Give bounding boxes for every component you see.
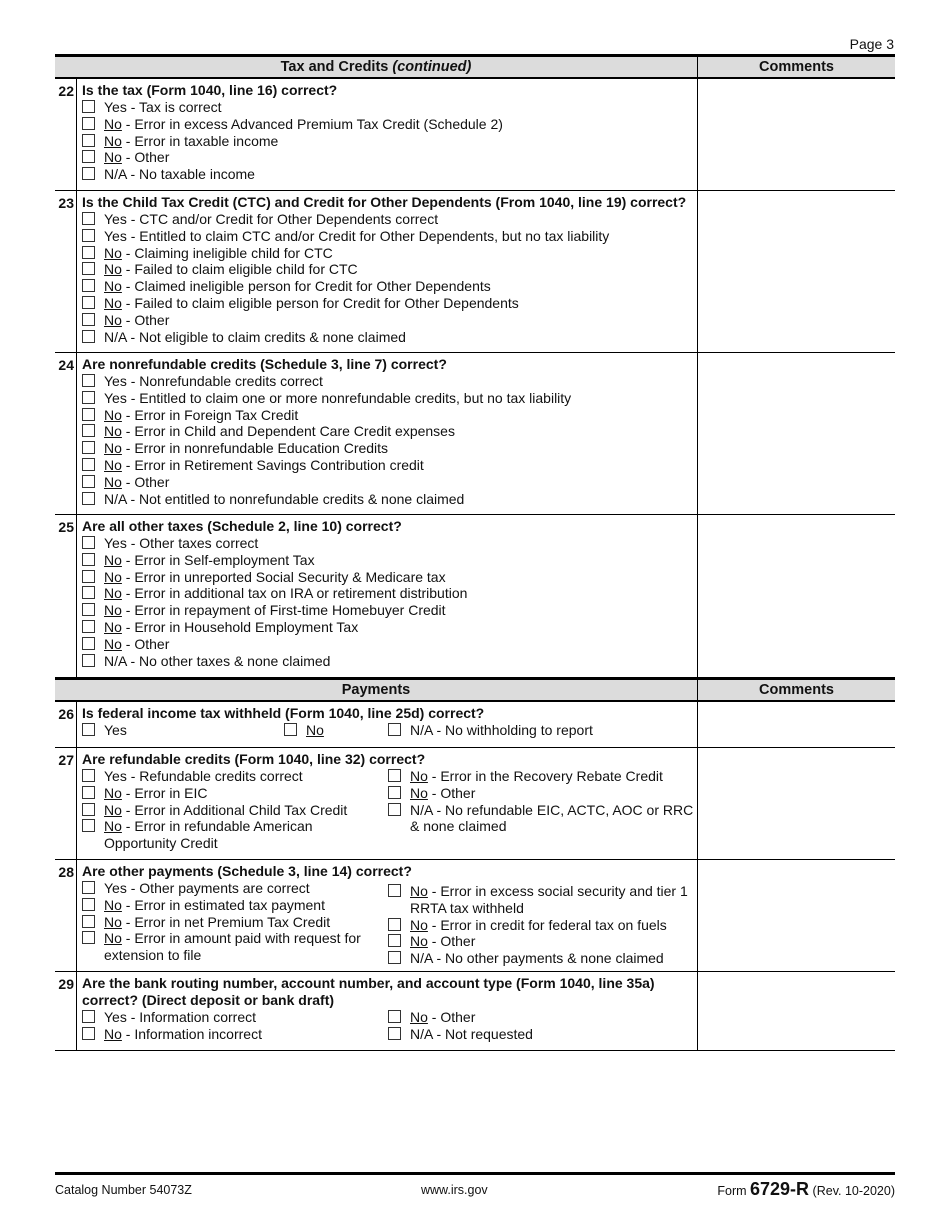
option-item[interactable]: [82, 295, 697, 312]
section-header-payments: [55, 677, 895, 702]
option-label: No - Error in refundable American Opportunity Credit: [104, 818, 313, 852]
checkbox[interactable]: [82, 424, 95, 437]
comments-cell[interactable]: [697, 748, 895, 859]
option-item[interactable]: [82, 440, 697, 457]
checkbox[interactable]: [82, 723, 95, 736]
checkbox[interactable]: [82, 898, 95, 911]
checkbox[interactable]: [82, 603, 95, 616]
comments-cell[interactable]: [697, 860, 895, 971]
option-item[interactable]: [82, 390, 697, 407]
checkbox[interactable]: [82, 786, 95, 799]
form-table: [55, 54, 895, 1051]
checkbox[interactable]: [82, 279, 95, 292]
option-label: No - Error in Child and Dependent Care Credit expenses: [104, 423, 455, 440]
option-item[interactable]: [82, 99, 697, 116]
checkbox[interactable]: [82, 408, 95, 421]
option-item[interactable]: [82, 636, 697, 653]
question-28: [55, 860, 895, 972]
option-label: No - Error in excess social security and tier 1 RRTA tax withheld: [410, 883, 688, 916]
option-item[interactable]: [388, 1009, 697, 1026]
option-label: No - Error in EIC: [104, 784, 208, 801]
option-label: No - Failed to claim eligible person for Credit for Other Dependents: [104, 294, 519, 311]
option-label: No - Error in amount paid with request for extension to file: [104, 930, 361, 964]
checkbox[interactable]: [82, 1027, 95, 1040]
option-item[interactable]: [82, 228, 697, 245]
option-label: N/A - Not entitled to nonrefundable credits & none claimed: [104, 490, 465, 507]
checkbox[interactable]: [82, 229, 95, 242]
checkbox[interactable]: [388, 1027, 401, 1040]
option-no[interactable]: No: [284, 722, 388, 739]
option-item[interactable]: [82, 149, 697, 166]
section-header-tax-credits: [55, 54, 895, 79]
checkbox[interactable]: [82, 536, 95, 549]
checkbox[interactable]: [82, 475, 95, 488]
option-item[interactable]: [82, 768, 388, 785]
checkbox[interactable]: [388, 918, 401, 931]
checkbox[interactable]: [82, 262, 95, 275]
option-label: No - Error in unreported Social Security & Medicare tax: [104, 568, 446, 585]
section-title: Payments: [341, 682, 411, 698]
option-label: No - Failed to claim eligible child for CTC: [104, 261, 358, 278]
option-item[interactable]: [388, 768, 697, 785]
option-item[interactable]: [82, 897, 388, 914]
question-29: [55, 972, 895, 1051]
option-label: No - Other: [410, 1009, 476, 1025]
option-label: N/A - No refundable EIC, ACTC, AOC or RRC & none claimed: [410, 801, 694, 835]
checkbox[interactable]: [388, 803, 401, 816]
option-label: N/A - No taxable income: [104, 166, 255, 183]
checkbox[interactable]: [82, 150, 95, 163]
continued-label: (continued): [392, 59, 472, 75]
option-item[interactable]: [82, 930, 388, 964]
option-label: No - Error in nonrefundable Education Credits: [104, 440, 389, 457]
checkbox[interactable]: [82, 441, 95, 454]
comments-cell[interactable]: [697, 353, 895, 514]
question-25: [55, 515, 895, 677]
checkbox[interactable]: [388, 1010, 401, 1023]
option-label: No - Other: [410, 784, 476, 801]
option-item[interactable]: [82, 552, 697, 569]
option-item[interactable]: [82, 166, 697, 183]
checkbox[interactable]: [82, 819, 95, 832]
checkbox[interactable]: [82, 931, 95, 944]
option-label: No - Error in Household Employment Tax: [104, 618, 359, 635]
comments-cell[interactable]: [697, 702, 895, 747]
option-item[interactable]: [388, 883, 697, 917]
catalog-number: Catalog Number 54073Z: [55, 1183, 192, 1197]
checkbox[interactable]: [388, 769, 401, 782]
option-item[interactable]: [82, 653, 697, 670]
option-label: No - Other: [104, 149, 170, 166]
checkbox[interactable]: [82, 246, 95, 259]
question-number: 25: [55, 515, 77, 677]
option-item[interactable]: [388, 950, 697, 967]
comments-header: Comments: [697, 680, 895, 700]
option-item[interactable]: [388, 785, 697, 802]
question-number: 23: [55, 191, 77, 352]
option-label: No - Other: [104, 473, 170, 490]
option-item[interactable]: [82, 802, 388, 819]
option-na[interactable]: N/A - No withholding to report: [388, 722, 593, 739]
checkbox[interactable]: [82, 881, 95, 894]
question-text: Is the Child Tax Credit (CTC) and Credit for Other Dependents (From 1040, line 19) correct?: [82, 194, 687, 210]
comments-cell[interactable]: [697, 79, 895, 190]
form-identifier: Form 6729-R (Rev. 10-2020): [717, 1179, 895, 1199]
option-item[interactable]: [82, 1026, 388, 1043]
checkbox[interactable]: [82, 553, 95, 566]
checkbox[interactable]: [82, 1010, 95, 1023]
page-footer: [55, 1172, 895, 1199]
option-item[interactable]: [82, 373, 697, 390]
question-text: Are refundable credits (Form 1040, line 32) correct?: [82, 751, 426, 767]
question-24: [55, 353, 895, 515]
question-text: Is the tax (Form 1040, line 16) correct?: [82, 82, 338, 98]
option-label: Yes - Tax is correct: [104, 99, 222, 115]
option-item[interactable]: [82, 880, 388, 897]
option-label: Yes - Entitled to claim one or more nonrefundable credits, but no tax liability: [104, 389, 572, 406]
page-number: Page 3: [849, 36, 894, 52]
option-item[interactable]: [82, 116, 697, 133]
checkbox[interactable]: [388, 934, 401, 947]
option-item[interactable]: [82, 569, 697, 586]
checkbox[interactable]: [388, 884, 401, 897]
checkbox[interactable]: [82, 570, 95, 583]
question-22: [55, 79, 895, 191]
checkbox[interactable]: [388, 723, 401, 736]
option-label: No - Error in estimated tax payment: [104, 896, 325, 913]
option-item[interactable]: [82, 818, 388, 852]
option-item[interactable]: [82, 312, 697, 329]
option-label: No - Error in Foreign Tax Credit: [104, 406, 299, 423]
question-23: [55, 191, 895, 353]
question-text: Are other payments (Schedule 3, line 14) correct?: [82, 863, 412, 879]
checkbox[interactable]: [82, 915, 95, 928]
option-label: Yes - Refundable credits correct: [104, 768, 303, 784]
option-label: No - Error in the Recovery Rebate Credit: [410, 768, 663, 784]
option-item[interactable]: [82, 211, 697, 228]
option-label: N/A - No other taxes & none claimed: [104, 652, 331, 669]
question-text: Are nonrefundable credits (Schedule 3, line 7) correct?: [82, 356, 447, 372]
option-label: Yes - Other payments are correct: [104, 880, 310, 896]
option-item[interactable]: [82, 785, 388, 802]
comments-cell[interactable]: [697, 191, 895, 352]
option-item[interactable]: [82, 423, 697, 440]
option-item[interactable]: [388, 1026, 697, 1043]
checkbox[interactable]: [82, 458, 95, 471]
question-number: 27: [55, 748, 77, 859]
option-item[interactable]: [82, 474, 697, 491]
option-label: Yes - Nonrefundable credits correct: [104, 373, 323, 389]
website: www.irs.gov: [421, 1183, 488, 1197]
section-title: Tax and Credits: [280, 59, 389, 75]
option-item[interactable]: [82, 245, 697, 262]
checkbox[interactable]: [82, 586, 95, 599]
option-item[interactable]: [82, 602, 697, 619]
option-label: No - Claiming ineligible child for CTC: [104, 244, 333, 261]
question-number: 22: [55, 79, 77, 190]
option-label: No - Error in net Premium Tax Credit: [104, 913, 331, 930]
option-item[interactable]: [82, 535, 697, 552]
checkbox[interactable]: [82, 100, 95, 113]
checkbox[interactable]: [82, 313, 95, 326]
checkbox[interactable]: [82, 296, 95, 309]
question-text: Are the bank routing number, account number, and account type (Form 1040, line 35a) correct? (Direct deposit or bank draft): [82, 975, 655, 1008]
question-number: 28: [55, 860, 77, 971]
checkbox[interactable]: [82, 769, 95, 782]
option-label: No - Error in additional tax on IRA or retirement distribution: [104, 585, 468, 602]
checkbox[interactable]: [82, 492, 95, 505]
comments-cell[interactable]: [697, 515, 895, 677]
option-item[interactable]: [388, 933, 697, 950]
checkbox[interactable]: [82, 637, 95, 650]
option-label: No - Other: [104, 635, 170, 652]
option-item[interactable]: [82, 619, 697, 636]
checkbox[interactable]: [82, 391, 95, 404]
option-yes[interactable]: Yes: [82, 722, 284, 739]
question-text: Is federal income tax withheld (Form 1040, line 25d) correct?: [82, 705, 485, 721]
checkbox[interactable]: [388, 786, 401, 799]
question-number: 26: [55, 702, 77, 747]
option-label: No - Other: [410, 933, 476, 950]
option-label: No - Error in credit for federal tax on fuels: [410, 916, 667, 933]
option-item[interactable]: [82, 261, 697, 278]
option-label: No - Information incorrect: [104, 1025, 262, 1042]
option-label: Yes - Information correct: [104, 1009, 256, 1025]
option-item[interactable]: [82, 329, 697, 346]
option-item[interactable]: [82, 133, 697, 150]
option-label: No - Error in excess Advanced Premium Tax Credit (Schedule 2): [104, 115, 503, 132]
checkbox[interactable]: [82, 654, 95, 667]
checkbox[interactable]: [82, 167, 95, 180]
option-label: No - Error in taxable income: [104, 132, 279, 149]
option-label: Yes - Entitled to claim CTC and/or Credit for Other Dependents, but no tax liability: [104, 227, 610, 244]
checkbox[interactable]: [82, 212, 95, 225]
option-label: No - Error in repayment of First-time Homebuyer Credit: [104, 602, 446, 619]
option-item[interactable]: [82, 278, 697, 295]
option-label: No - Claimed ineligible person for Credit for Other Dependents: [104, 278, 491, 295]
option-item[interactable]: [388, 917, 697, 934]
option-label: No - Error in Self-employment Tax: [104, 551, 315, 568]
question-26: [55, 702, 895, 748]
checkbox[interactable]: [82, 117, 95, 130]
checkbox[interactable]: [388, 951, 401, 964]
comments-header: Comments: [697, 57, 895, 77]
option-label: No - Other: [104, 311, 170, 328]
option-label: N/A - No other payments & none claimed: [410, 950, 664, 967]
option-label: No - Error in Additional Child Tax Credit: [104, 801, 348, 818]
checkbox[interactable]: [82, 134, 95, 147]
checkbox[interactable]: [82, 330, 95, 343]
question-number: 29: [55, 972, 77, 1050]
checkbox[interactable]: [82, 374, 95, 387]
checkbox[interactable]: [82, 803, 95, 816]
option-item[interactable]: [82, 407, 697, 424]
comments-cell[interactable]: [697, 972, 895, 1050]
option-item[interactable]: [82, 914, 388, 931]
question-27: [55, 748, 895, 860]
option-label: Yes - CTC and/or Credit for Other Dependents correct: [104, 211, 439, 227]
option-item[interactable]: [82, 585, 697, 602]
question-text: Are all other taxes (Schedule 2, line 10) correct?: [82, 518, 402, 534]
option-item[interactable]: [82, 1009, 388, 1026]
question-number: 24: [55, 353, 77, 514]
option-item[interactable]: [82, 457, 697, 474]
checkbox[interactable]: [82, 620, 95, 633]
option-item[interactable]: [82, 491, 697, 508]
option-label: N/A - Not requested: [410, 1025, 533, 1042]
option-label: No - Error in Retirement Savings Contribution credit: [104, 456, 424, 473]
option-label: Yes - Other taxes correct: [104, 535, 259, 551]
checkbox[interactable]: [284, 723, 297, 736]
option-label: N/A - Not eligible to claim credits & none claimed: [104, 328, 406, 345]
option-item[interactable]: [388, 802, 697, 836]
